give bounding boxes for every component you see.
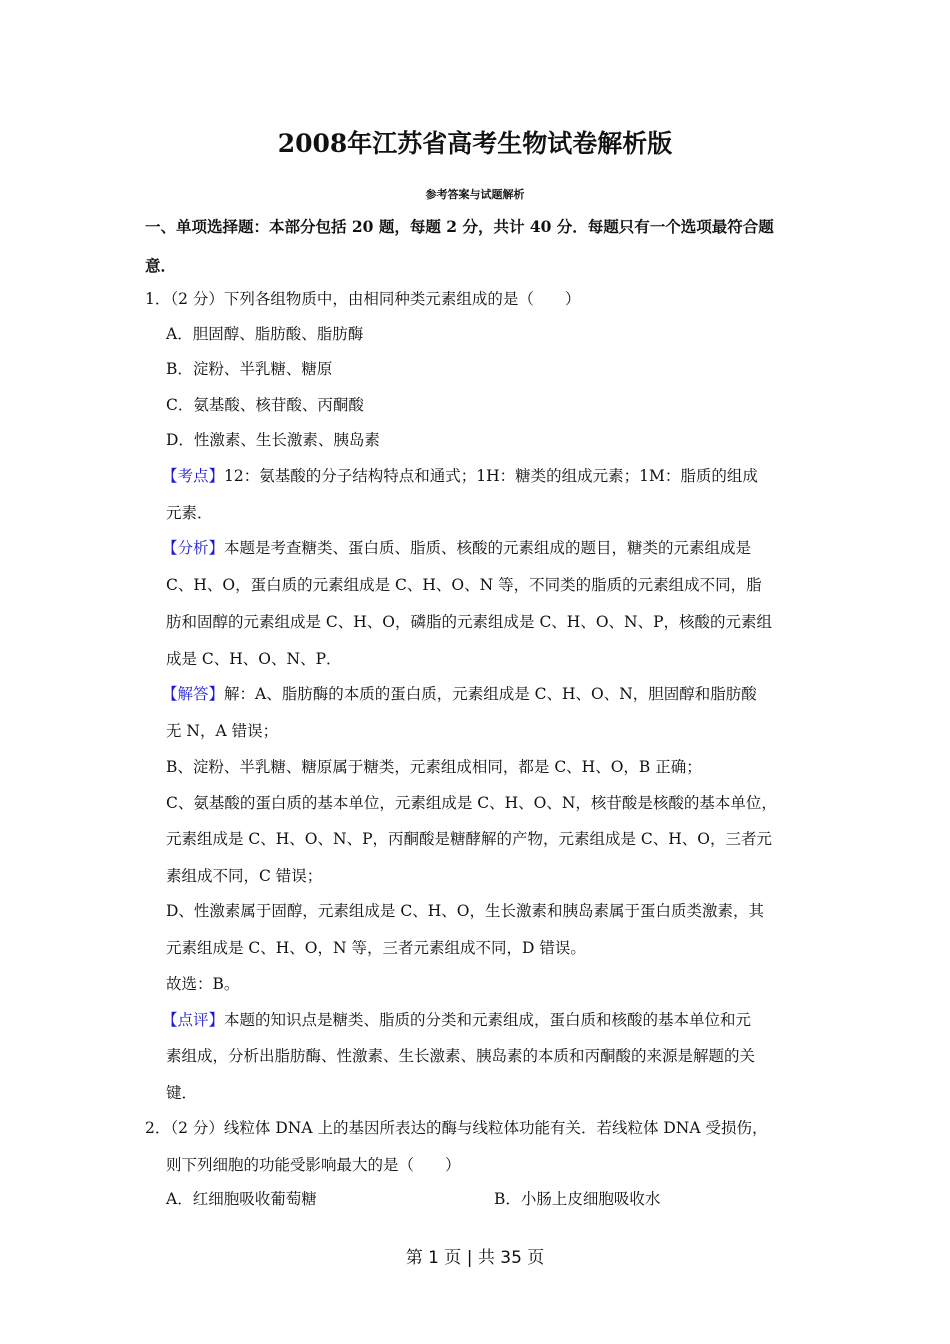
jieda-line-3: B、淀粉、半乳糖、糖原属于糖类，元素组成相同，都是 C、H、O，B 正确；	[166, 758, 702, 776]
jieda-line-7: D、性激素属于固醇，元素组成是 C、H、O，生长激素和胰岛素属于蛋白质类激素，其	[166, 902, 764, 920]
question-1-option-c: C．氨基酸、核苷酸、丙酮酸	[166, 396, 364, 414]
answer-choice: 故选：B。	[166, 975, 240, 993]
question-1-option-a: A．胆固醇、脂肪酸、脂肪酶	[166, 325, 364, 343]
document-subtitle: 参考答案与试题解析	[425, 188, 525, 201]
question-1-option-b: B．淀粉、半乳糖、糖原	[166, 360, 333, 378]
fenxi-text-line-3: 肪和固醇的元素组成是 C、H、O，磷脂的元素组成是 C、H、O、N、P，核酸的元素组	[166, 613, 773, 631]
kaodian-text: 12：氨基酸的分子结构特点和通式；1H：糖类的组成元素；1M：脂质的组成	[224, 467, 758, 485]
jieda-line-6: 素组成不同，C 错误；	[166, 867, 323, 885]
kaodian-text-cont: 元素．	[166, 504, 213, 522]
jieda-text: 解：A、脂肪酶的本质的蛋白质，元素组成是 C、H、O、N，胆固醇和脂肪酸	[224, 685, 757, 703]
jieda-line-4: C、氨基酸的蛋白质的基本单位，元素组成是 C、H、O、N，核苷酸是核酸的基本单位，	[166, 794, 777, 812]
dianping-tag: 【点评】	[162, 1011, 225, 1029]
section-heading-cont: 意．	[145, 256, 177, 275]
question-1-stem: 1．（2 分）下列各组物质中，由相同种类元素组成的是（ ）	[145, 290, 581, 308]
dianping-text: 本题的知识点是糖类、脂质的分类和元素组成，蛋白质和核酸的基本单位和元	[224, 1011, 752, 1029]
question-2-option-a: A．红细胞吸收葡萄糖	[166, 1190, 317, 1208]
document-title: 2008年江苏省高考生物试卷解析版	[277, 129, 673, 158]
fenxi-text-line-2: C、H、O，蛋白质的元素组成是 C、H、O、N 等，不同类的脂质的元素组成不同，脂	[166, 576, 762, 594]
jieda-tag: 【解答】	[162, 685, 225, 703]
kaodian-paragraph	[162, 466, 758, 486]
jieda-line-8: 元素组成是 C、H、O，N 等，三者元素组成不同，D 错误。	[166, 939, 586, 957]
fenxi-tag: 【分析】	[162, 539, 225, 557]
jieda-paragraph	[162, 684, 757, 704]
question-1-option-d: D．性激素、生长激素、胰岛素	[166, 431, 380, 449]
kaodian-tag: 【考点】	[162, 467, 225, 485]
dianping-line-2: 素组成，分析出脂肪酶、性激素、生长激素、胰岛素的本质和丙酮酸的来源是解题的关	[166, 1047, 756, 1065]
question-2-option-b: B．小肠上皮细胞吸收水	[494, 1190, 661, 1208]
jieda-line-2: 无 N，A 错误；	[166, 722, 279, 740]
jieda-line-5: 元素组成是 C、H、O、N、P，丙酮酸是糖酵解的产物，元素组成是 C、H、O，三者元	[166, 830, 773, 848]
fenxi-text-line-4: 成是 C、H、O、N、P．	[166, 650, 342, 668]
dianping-paragraph	[162, 1010, 751, 1030]
fenxi-paragraph	[162, 538, 751, 558]
question-2-stem: 2．（2 分）线粒体 DNA 上的基因所表达的酶与线粒体功能有关．若线粒体 DNA 受损伤，	[145, 1119, 768, 1137]
section-heading: 一、单项选择题：本部分包括 20 题，每题 2 分，共计 40 分．每题只有一个选项最符合题	[145, 217, 774, 236]
page-footer: 第 1 页 | 共 35 页	[405, 1248, 545, 1268]
dianping-line-3: 键．	[166, 1084, 198, 1102]
question-2-stem-cont: 则下列细胞的功能受影响最大的是（ ）	[166, 1156, 461, 1174]
fenxi-text: 本题是考查糖类、蛋白质、脂质、核酸的元素组成的题目，糖类的元素组成是	[224, 539, 752, 557]
